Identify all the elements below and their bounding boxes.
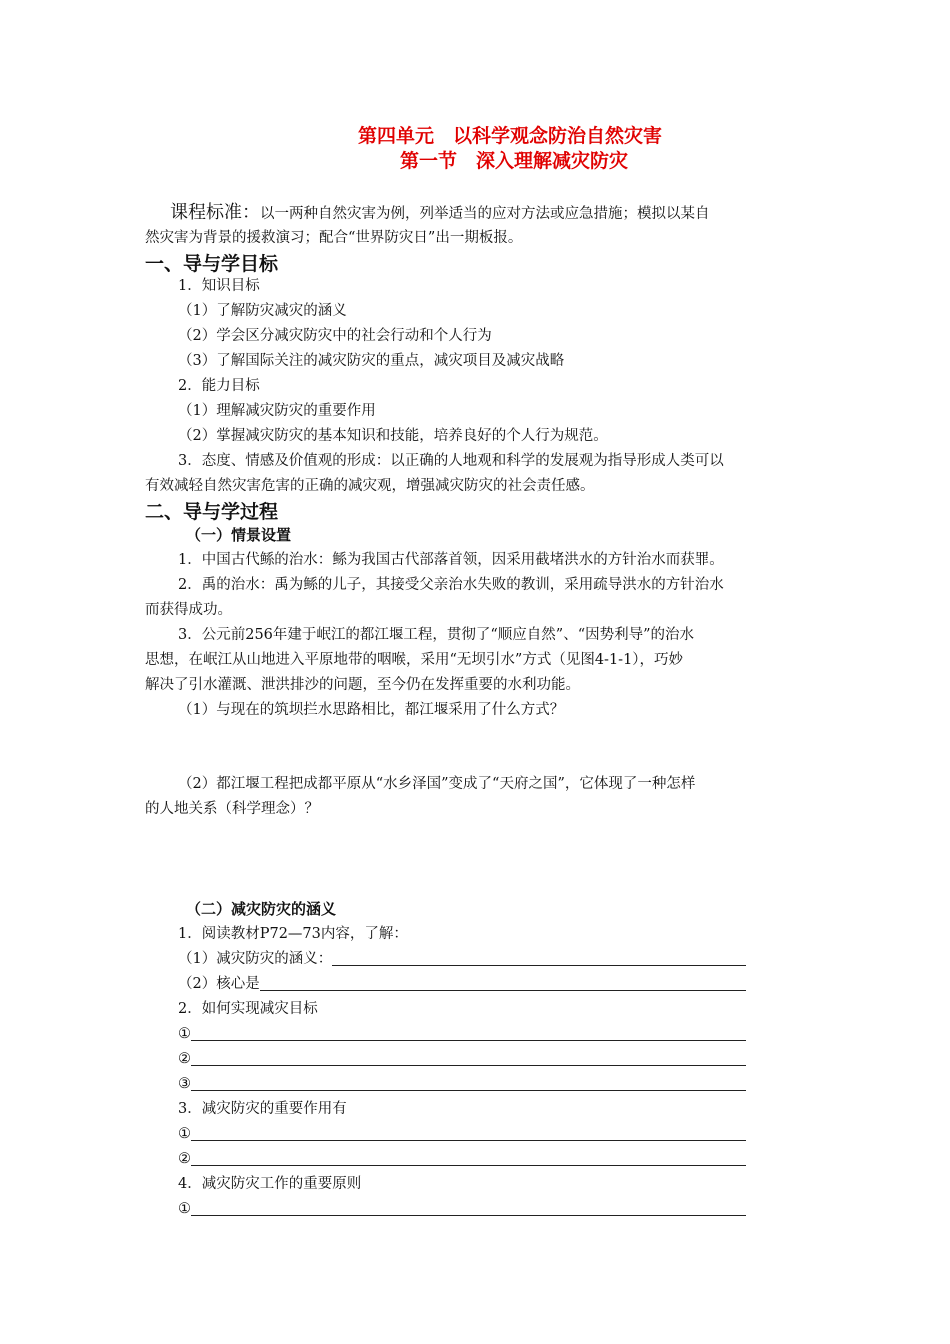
circled-number: ②: [178, 1051, 191, 1067]
how-answer-row-3[interactable]: [178, 1074, 746, 1094]
ability-goal-1: （1）理解减灾防灾的重要作用: [178, 403, 376, 419]
answer-blank[interactable]: [191, 1051, 746, 1066]
course-standard-line1: [170, 203, 710, 224]
how-answer-row-1[interactable]: [178, 1024, 746, 1044]
meaning-answer-row[interactable]: [178, 949, 746, 969]
heading-process: 二、导与学过程: [145, 501, 279, 523]
course-standard-text1: 以一两种自然灾害为例，列举适当的应对方法或应急措施；模拟以某自: [260, 206, 710, 222]
scenario-paragraph-3-line2: 思想，在岷江从山地进入平原地带的咽喉，采用“无坝引水”方式（见图4-1-1），巧妙: [145, 652, 684, 668]
scenario-paragraph-1: 1．中国古代鲧的治水：鲧为我国古代部落首领，因采用截堵洪水的方针治水而获罪。: [178, 552, 724, 568]
importance-answer-row-2[interactable]: [178, 1149, 746, 1169]
circled-number: ①: [178, 1201, 191, 1217]
answer-blank[interactable]: [260, 976, 746, 991]
heading-objectives: 一、导与学目标: [145, 253, 279, 275]
question-1: （1）与现在的筑坝拦水思路相比，都江堰采用了什么方式？: [178, 702, 565, 718]
importance-title: 3．减灾防灾的重要作用有: [178, 1101, 347, 1117]
unit-title: 第四单元 以科学观念防治自然灾害: [358, 125, 663, 147]
answer-blank[interactable]: [191, 1151, 746, 1166]
subheading-scenario: （一）情景设置: [186, 526, 292, 544]
answer-blank[interactable]: [191, 1026, 746, 1041]
core-label: （2）核心是: [178, 976, 260, 992]
section-title: 第一节 深入理解减灾防灾: [400, 150, 629, 172]
reading-instruction: 1．阅读教材P72—73内容，了解：: [178, 926, 408, 942]
circled-number: ①: [178, 1126, 191, 1142]
course-standard-line2: 然灾害为背景的援救演习；配合“世界防灾日”出一期板报。: [145, 230, 523, 246]
ability-goal-title: 2．能力目标: [178, 378, 260, 394]
values-goal-line2: 有效减轻自然灾害危害的正确的减灾观，增强减灾防灾的社会责任感。: [145, 478, 595, 494]
circled-number: ②: [178, 1151, 191, 1167]
subheading-meaning: （二）减灾防灾的涵义: [186, 900, 337, 918]
answer-blank[interactable]: [191, 1126, 746, 1141]
answer-blank[interactable]: [332, 951, 746, 966]
knowledge-goal-title: 1．知识目标: [178, 278, 260, 294]
values-goal-line1: 3．态度、情感及价值观的形成：以正确的人地观和科学的发展观为指导形成人类可以: [178, 453, 724, 469]
scenario-paragraph-2-line2: 而获得成功。: [145, 602, 232, 618]
circled-number: ①: [178, 1026, 191, 1042]
answer-blank[interactable]: [191, 1076, 746, 1091]
answer-blank[interactable]: [191, 1201, 746, 1216]
how-answer-row-2[interactable]: [178, 1049, 746, 1069]
knowledge-goal-2: （2）学会区分减灾防灾中的社会行动和个人行为: [178, 328, 492, 344]
core-answer-row[interactable]: [178, 974, 746, 994]
knowledge-goal-1: （1）了解防灾减灾的涵义: [178, 303, 347, 319]
scenario-paragraph-3-line3: 解决了引水灌溉、泄洪排沙的问题，至今仍在发挥重要的水利功能。: [145, 677, 580, 693]
meaning-label: （1）减灾防灾的涵义：: [178, 951, 333, 967]
question-2-line2: 的人地关系（科学理念）？: [145, 801, 319, 817]
principle-title: 4．减灾防灾工作的重要原则: [178, 1176, 362, 1192]
scenario-paragraph-3-line1: 3．公元前256年建于岷江的都江堰工程，贯彻了“顺应自然”、“因势利导”的治水: [178, 627, 695, 643]
principle-answer-row-1[interactable]: [178, 1199, 746, 1219]
question-2-line1: （2）都江堰工程把成都平原从“水乡泽国”变成了“天府之国”，它体现了一种怎样: [178, 776, 696, 792]
importance-answer-row-1[interactable]: [178, 1124, 746, 1144]
circled-number: ③: [178, 1076, 191, 1092]
course-standard-label: 课程标准：: [170, 202, 260, 223]
scenario-paragraph-2-line1: 2．禹的治水：禹为鲧的儿子，其接受父亲治水失败的教训，采用疏导洪水的方针治水: [178, 577, 724, 593]
knowledge-goal-3: （3）了解国际关注的减灾防灾的重点，减灾项目及减灾战略: [178, 353, 565, 369]
how-to-reduce-title: 2．如何实现减灾目标: [178, 1001, 318, 1017]
ability-goal-2: （2）掌握减灾防灾的基本知识和技能，培养良好的个人行为规范。: [178, 428, 608, 444]
